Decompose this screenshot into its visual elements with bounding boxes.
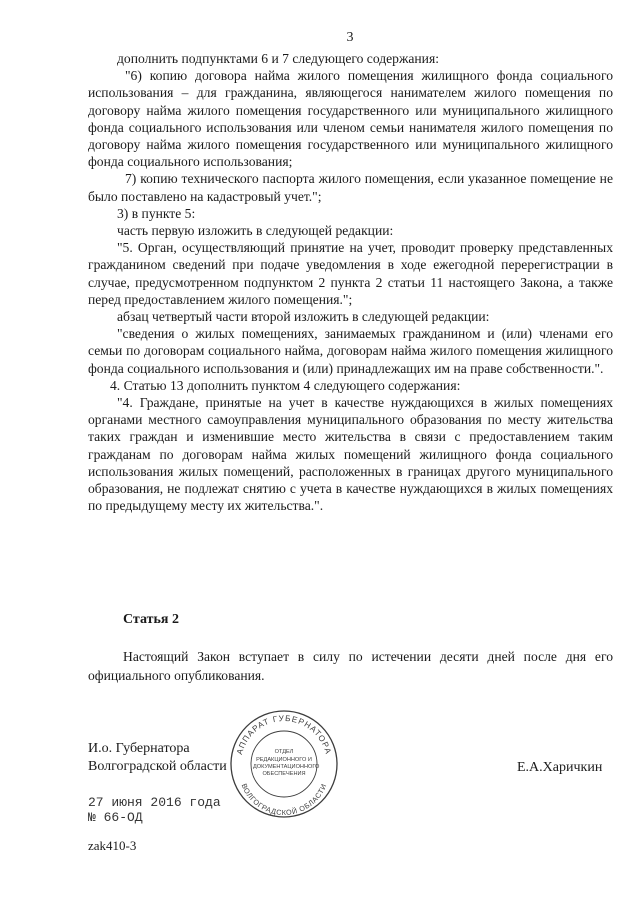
paragraph-1: дополнить подпунктами 6 и 7 следующего содержания: — [117, 51, 439, 66]
paragraph-2: "6) копию договора найма жилого помещения жилищного фонда социального использования – для гражданина, являющегося нанимателем жилого помещения по договору найма жилого помещения государственного или муниципального жилищного фонда социального использования или членом семьи нанимателя жилого помещения по договору найма жилого помещения государственного или муниципального жилищного фонда социального использования; — [88, 68, 613, 170]
law-date: 27 июня 2016 года — [88, 795, 221, 810]
stamp-top-text: АППАРАТ ГУБЕРНАТОРА — [235, 713, 333, 756]
document-code: zak410-3 — [88, 838, 137, 853]
signatory-name: Е.А.Харичкин — [517, 760, 603, 775]
paragraph-6: "5. Орган, осуществляющий принятие на учет, проводит проверку представленных гражданином сведений при подаче уведомления в ходе ежегодной перерегистрации в случае, предусмотренном подпунктом 2 пункта 2 статьи 11 настоящего Закона, а также перед предоставлением жилого помещения."; — [88, 240, 613, 307]
paragraph-9: 4. Статью 13 дополнить пунктом 4 следующего содержания: — [110, 377, 461, 393]
paragraph-5: часть первую изложить в следующей редакции: — [117, 223, 394, 239]
paragraph-8: "сведения о жилых помещениях, занимаемых гражданином и (или) членами его семьи по договорам социального найма, договорам найма жилого помещения жилищного фонда социального использования и (или) принадлежащих им на праве собственности.". — [88, 326, 613, 376]
article-2-heading: Статья 2 — [123, 612, 179, 627]
stamp-bottom-text: ВОЛГОГРАДСКОЙ ОБЛАСТИ — [239, 782, 329, 818]
signatory-title-line-1: И.о. Губернатора — [88, 741, 190, 756]
stamp-center-text: ОТДЕЛ РЕДАКЦИОННОГО И ДОКУМЕНТАЦИОННОГО ОБЕСПЕЧЕНИЯ — [253, 749, 320, 778]
law-date-number — [88, 795, 221, 825]
page-number: 3 — [346, 30, 354, 45]
article-2-body — [88, 647, 613, 685]
paragraph-4: 3) в пункте 5: — [117, 205, 196, 221]
paragraph-10: "4. Граждане, принятые на учет в качестве нуждающихся в жилых помещениях органами местного самоуправления муниципального образования по месту жительства таких граждан и изменившие место жительства в связи с предоставлением таким гражданам по договорам найма жилых помещений жилищного фонда социального использования жилых помещений, расположенных в границах другого муниципального образования, не подлежат снятию с учета в качестве нуждающихся в жилых помещениях по предыдущему месту их жительства.". — [88, 395, 613, 514]
paragraph-3: 7) копию технического паспорта жилого помещения, если указанное помещение не было поставлено на кадастровый учет."; — [88, 171, 613, 204]
document-body — [88, 50, 613, 514]
round-stamp — [228, 708, 340, 820]
paragraph-7: абзац четвертый части второй изложить в следующей редакции: — [117, 309, 490, 325]
signatory-title — [88, 740, 227, 776]
article-2-text: Настоящий Закон вступает в силу по истечении десяти дней после дня его официального опубликования. — [88, 649, 613, 683]
stamp-center — [228, 708, 340, 820]
signatory-title-line-2: Волгоградской области — [88, 759, 227, 774]
law-number: № 66-ОД — [88, 810, 143, 825]
